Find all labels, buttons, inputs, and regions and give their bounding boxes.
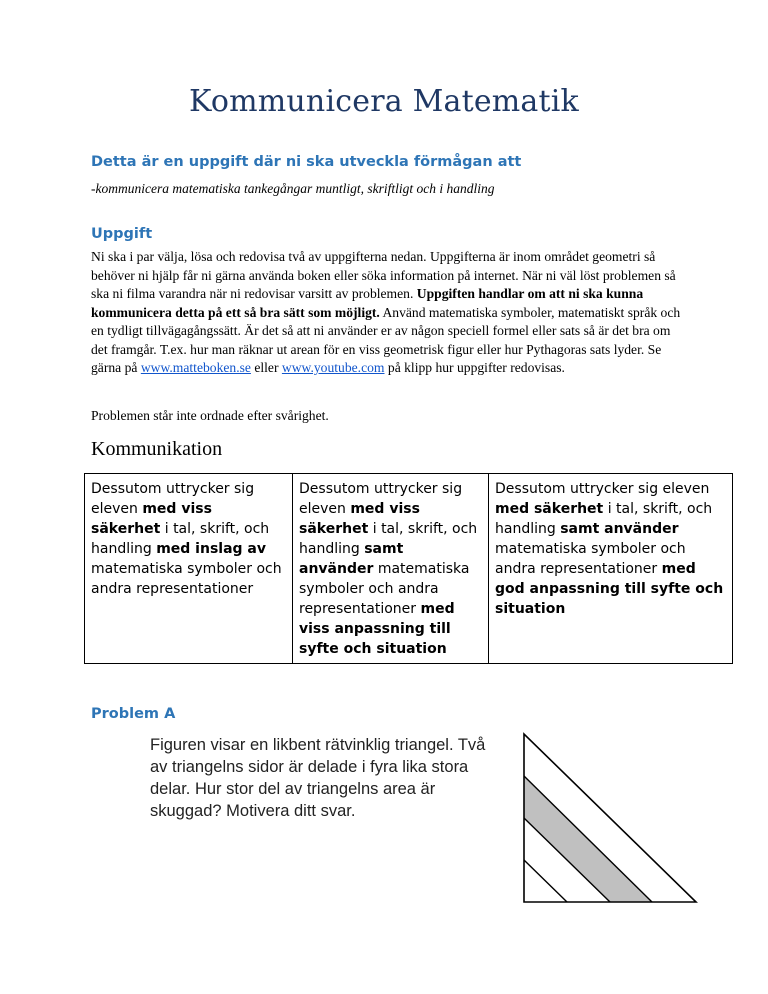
task-heading: Uppgift [91,226,153,242]
criteria-row [85,474,733,664]
criteria-emphasis: med säkerhet [495,501,604,517]
criteria-text: Dessutom uttrycker sig eleven [495,481,710,497]
task-text-between: eller [254,360,279,375]
goal-text: -kommunicera matematiska tankegångar muntligt, skriftligt och i handling [91,181,495,196]
task-text-part2: Använd matematiska symboler, matematiskt språk och en tydligt tillvägagångssätt. Är det så att ni använder er av någon speciell formel eller sats så är det bra om det framgår. T.ex. hur man räknar ut arean för en viss geometrisk figur eller hur Pythagoras sats lyder. Se gärna på [91,304,681,375]
problem-a-heading: Problem A [91,706,176,722]
criteria-table [84,473,733,664]
criteria-text: matematiska symboler och andra representationer [299,561,470,617]
criteria-text: Dessutom uttrycker sig eleven [299,481,463,517]
criteria-emphasis: med inslag av [156,541,266,557]
task-text-part1: Ni ska i par välja, lösa och redovisa två av uppgifterna nedan. Uppgifterna är inom området geometri så behöver ni hjälp får ni gärna använda boken eller söka information på internet. När ni väl löst problemen så ska ni filma varandra när ni redovisar varsitt av problemen. [91,249,676,301]
youtube-link[interactable]: www.youtube.com [281,360,385,375]
criteria-text: matematiska symboler och andra representationer [91,561,282,597]
criteria-text: i tal, skrift, och handling [91,521,270,557]
task-text-bold: Uppgiften handlar om att ni ska kunna kommunicera detta på ett så bra sätt som möjligt. [91,286,644,320]
criteria-text: Dessutom uttrycker sig eleven [91,481,255,517]
division-line [524,860,567,902]
order-note: Problemen står inte ordnade efter svårighet. [91,408,329,423]
criteria-cell-3 [489,474,733,664]
communication-heading: Kommunikation [91,438,223,460]
criteria-emphasis: med viss säkerhet [91,501,212,537]
criteria-emphasis: med god anpassning till syfte och situation [495,561,724,617]
task-paragraph [91,248,681,378]
problem-a-text: Figuren visar en likbent rätvinklig triangel. Två av triangelns sidor är delade i fyra lika stora delar. Hur stor del av triangelns area är skuggad? Motivera ditt svar. [150,736,486,820]
criteria-text: i tal, skrift, och handling [299,521,478,557]
criteria-emphasis: med viss anpassning till syfte och situation [299,601,455,657]
division-line [524,776,652,902]
criteria-cell-2 [293,474,489,664]
criteria-text: matematiska symboler och andra representationer [495,541,686,577]
criteria-emphasis: samt använder [299,541,404,577]
task-text-part3: på klipp hur uppgifter redovisas. [387,360,565,375]
criteria-text: i tal, skrift, och handling [495,501,713,537]
matteboken-link[interactable]: www.matteboken.se [140,360,251,375]
triangle-figure [522,732,704,904]
criteria-cell-1 [85,474,293,664]
goal-heading: Detta är en uppgift där ni ska utveckla förmågan att [91,154,522,170]
page-title: Kommunicera Matematik [189,84,579,119]
criteria-emphasis: samt använder [560,521,679,537]
criteria-emphasis: med viss säkerhet [299,501,420,537]
